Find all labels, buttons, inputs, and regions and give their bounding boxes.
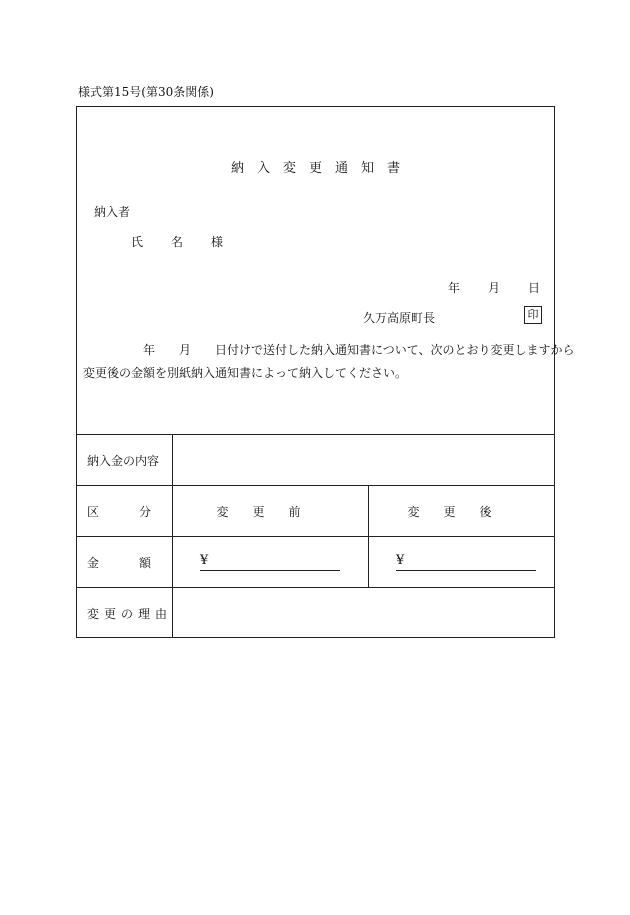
after-amount-cell [369,537,555,588]
reason-value [173,588,555,639]
notice-body-line-1 [83,339,575,362]
body-month-label: 月 [179,343,192,357]
year-label: 年 [447,281,460,295]
table-row [77,537,555,588]
amount-label [77,537,173,588]
table-row [77,588,555,639]
before-change-label: 変更前 [216,504,325,519]
after-change-label: 変更後 [407,504,516,519]
table-row [77,486,555,537]
notice-body [83,339,575,385]
content-value [173,435,555,486]
category-label-char-2: 分 [138,504,151,519]
issue-date [420,279,540,296]
notice-body-line-2: 変更後の金額を別紙納入通知書によって納入してください。 [83,366,408,380]
payer-name-line [131,233,223,250]
body-line-1-text: 日付けで送付した納入通知書について、次のとおり変更しますから [215,343,575,357]
name-label: 氏名 [131,235,212,249]
before-change-header [173,486,369,537]
issuer-name: 久万高原町長 [363,311,436,325]
table-row [77,435,555,486]
after-change-header [369,486,555,537]
seal-stamp: 印 [524,306,542,324]
before-amount-cell [173,537,369,588]
honorific: 様 [211,235,224,249]
body-year-label: 年 [143,343,156,357]
amount-label-char-1: 金 [87,555,100,570]
notice-form [76,106,575,638]
day-label: 日 [527,281,540,295]
before-amount-field: ¥ [200,553,340,571]
reason-label: 変更の理由 [77,588,173,639]
payer-label: 納入者 [94,205,131,219]
change-detail-table [76,434,555,638]
notice-header-section [77,107,575,434]
content-label: 納入金の内容 [77,435,173,486]
document-title: 納入変更通知書 [230,161,413,176]
amount-label-char-2: 額 [138,555,151,570]
month-label: 月 [487,281,500,295]
after-amount-field: ¥ [396,553,536,571]
category-label-char-1: 区 [87,504,100,519]
category-label [77,486,173,537]
form-number: 様式第15号(第30条関係) [78,85,214,99]
